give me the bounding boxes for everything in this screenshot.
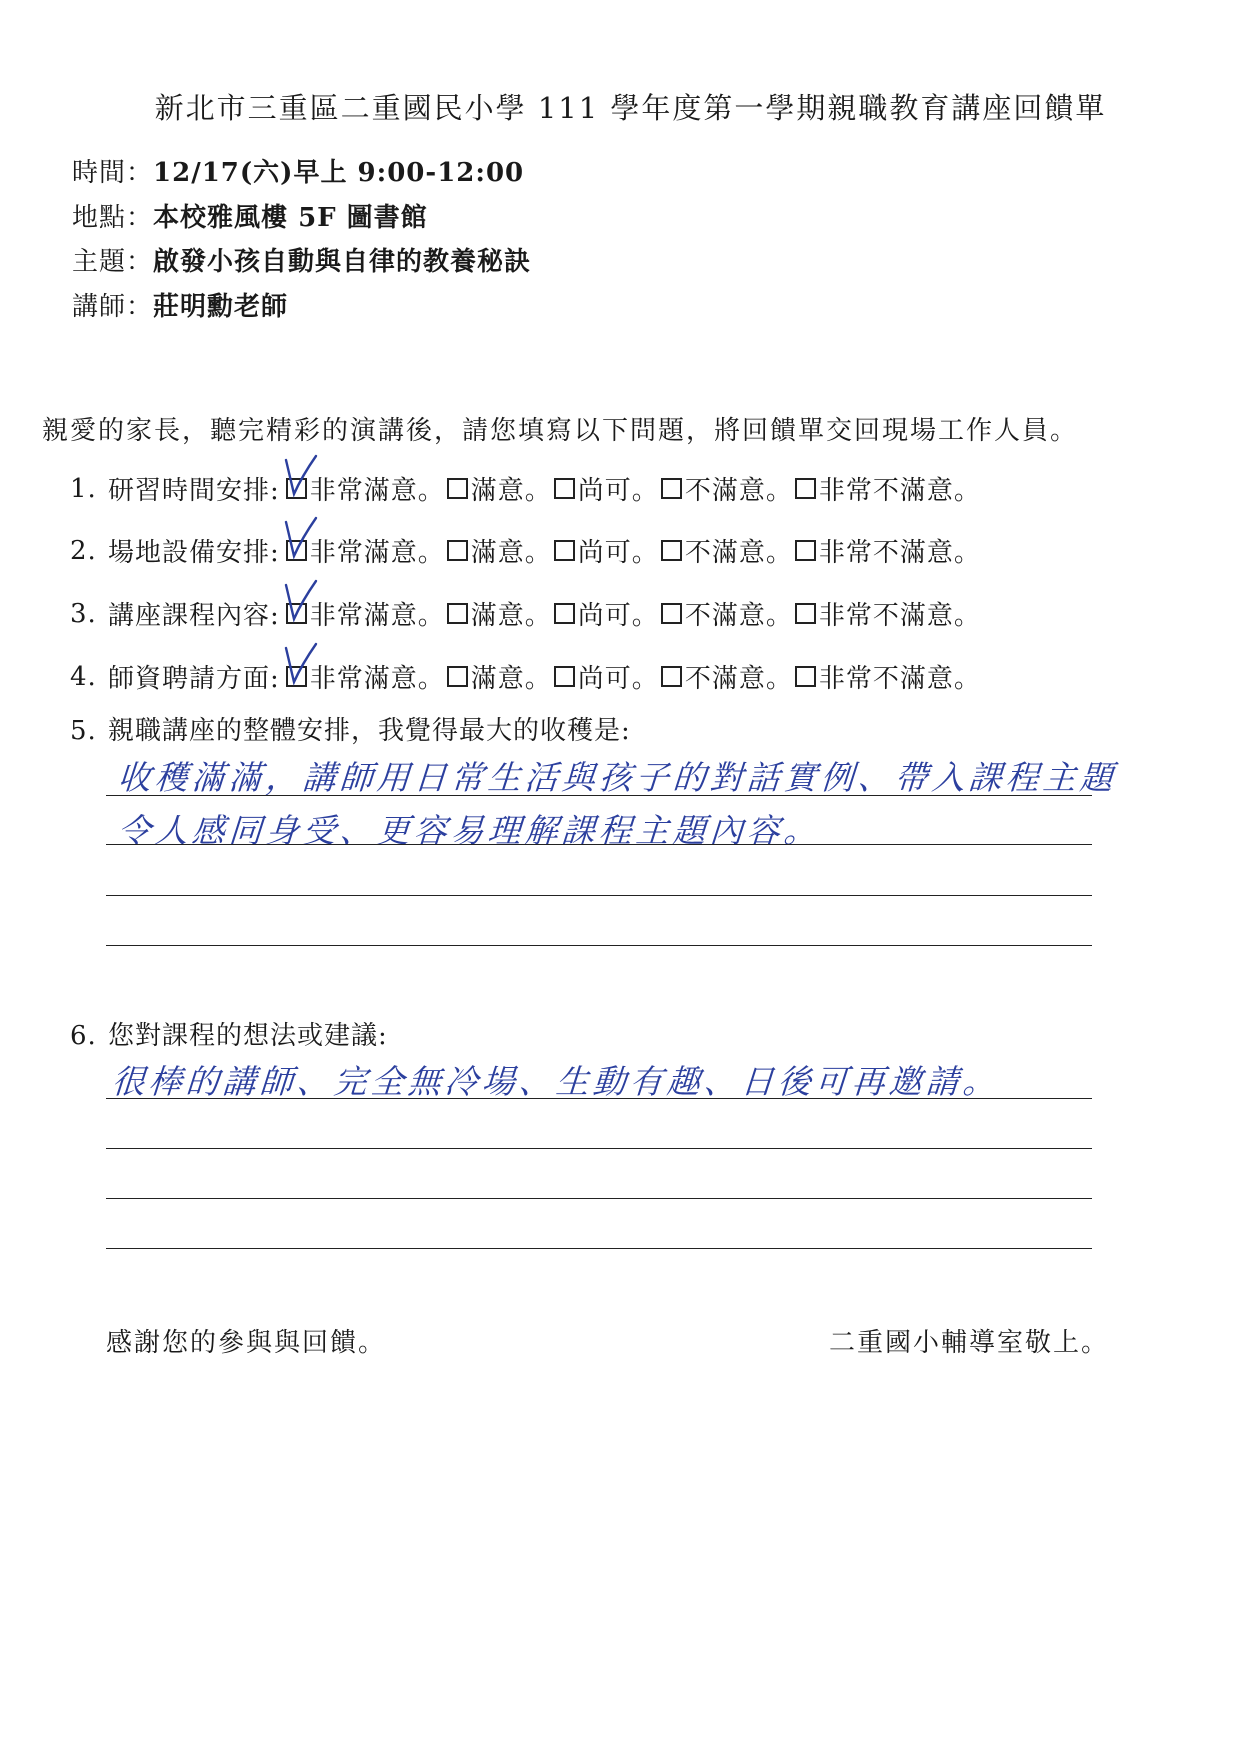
- checkmark-icon: [282, 642, 322, 688]
- meta-place: [72, 197, 428, 234]
- checkmark-icon: [282, 516, 322, 562]
- option-satisfied[interactable]: [447, 658, 552, 695]
- signoff-text: 二重國小輔導室敬上。: [828, 1328, 1109, 1358]
- handwritten-answer-5-line-2: 令人感同身受、更容易理解課程主題內容。: [116, 811, 823, 850]
- checkbox[interactable]: [795, 478, 816, 499]
- option-label: 不滿意。: [684, 476, 793, 506]
- meta-topic-value: 啟發小孩自動與自律的教養秘訣: [153, 247, 532, 277]
- checkbox[interactable]: [661, 666, 682, 687]
- question-number: 4.: [70, 661, 97, 692]
- question-label: 您對課程的想法或建議:: [108, 1021, 388, 1051]
- option-satisfied[interactable]: [447, 532, 552, 569]
- question-number: 5.: [70, 716, 97, 746]
- question-label: 講座課程內容:: [108, 601, 280, 631]
- meta-topic-label: 主題：: [72, 247, 154, 277]
- meta-topic: [72, 241, 531, 278]
- checkbox[interactable]: [286, 478, 307, 499]
- meta-time: [72, 152, 524, 189]
- checkbox[interactable]: [661, 603, 682, 624]
- intro-text: 親愛的家長，聽完精彩的演講後，請您填寫以下問題，將回饋單交回現場工作人員。: [42, 416, 1079, 446]
- option-label: 尚可。: [577, 538, 659, 568]
- option-label: 尚可。: [577, 664, 659, 694]
- option-label: 非常不滿意。: [818, 601, 981, 631]
- option-neutral[interactable]: [554, 532, 659, 569]
- option-neutral[interactable]: [554, 595, 659, 632]
- answer-line: [106, 1148, 1092, 1149]
- checkbox[interactable]: [286, 666, 307, 687]
- option-label: 尚可。: [577, 476, 659, 506]
- option-dissatisfied[interactable]: [661, 658, 793, 695]
- option-label: 非常滿意。: [309, 476, 445, 506]
- question-label: 師資聘請方面:: [108, 664, 280, 694]
- checkbox[interactable]: [661, 540, 682, 561]
- checkbox[interactable]: [554, 540, 575, 561]
- meta-place-label: 地點：: [72, 203, 154, 233]
- checkbox[interactable]: [661, 478, 682, 499]
- checkbox[interactable]: [554, 603, 575, 624]
- thanks-text: 感謝您的參與與回饋。: [106, 1328, 387, 1358]
- option-very-dissatisfied[interactable]: [795, 470, 981, 507]
- option-label: 滿意。: [470, 538, 552, 568]
- checkbox[interactable]: [286, 540, 307, 561]
- answer-line: [106, 1248, 1092, 1249]
- meta-speaker-value: 莊明勳老師: [153, 292, 289, 322]
- option-very-satisfied[interactable]: [286, 470, 445, 507]
- option-dissatisfied[interactable]: [661, 532, 793, 569]
- question-number: 1.: [70, 473, 97, 504]
- question-4: [70, 658, 983, 695]
- option-label: 非常不滿意。: [818, 538, 981, 568]
- question-number: 2.: [70, 535, 97, 566]
- option-label: 不滿意。: [684, 664, 793, 694]
- checkbox[interactable]: [447, 540, 468, 561]
- meta-place-value: 本校雅風樓 5F 圖書館: [153, 203, 428, 233]
- question-1: [70, 470, 983, 507]
- checkbox[interactable]: [286, 603, 307, 624]
- meta-speaker-label: 講師：: [72, 292, 154, 322]
- answer-line: [106, 895, 1092, 896]
- checkbox[interactable]: [554, 478, 575, 499]
- meta-time-value: 12/17(六)早上 9:00-12:00: [153, 158, 525, 188]
- form-title: 新北市三重區二重國民小學 111 學年度第一學期親職教育講座回饋單: [154, 91, 1107, 125]
- option-label: 滿意。: [470, 601, 552, 631]
- handwritten-answer-5-line-1: 收穫滿滿，講師用日常生活與孩子的對話實例、帶入課程主題: [116, 758, 1119, 797]
- option-very-dissatisfied[interactable]: [795, 658, 981, 695]
- option-satisfied[interactable]: [447, 470, 552, 507]
- question-label: 親職講座的整體安排，我覺得最大的收穫是:: [108, 716, 631, 746]
- option-dissatisfied[interactable]: [661, 470, 793, 507]
- option-label: 不滿意。: [684, 601, 793, 631]
- checkbox[interactable]: [795, 666, 816, 687]
- checkbox[interactable]: [795, 603, 816, 624]
- question-number: 3.: [70, 598, 97, 629]
- option-neutral[interactable]: [554, 470, 659, 507]
- checkbox[interactable]: [447, 603, 468, 624]
- option-label: 非常滿意。: [309, 601, 445, 631]
- answer-line: [106, 844, 1092, 845]
- option-very-satisfied[interactable]: [286, 658, 445, 695]
- checkmark-icon: [282, 579, 322, 625]
- meta-time-label: 時間：: [72, 158, 154, 188]
- option-label: 滿意。: [470, 664, 552, 694]
- option-label: 非常不滿意。: [818, 664, 981, 694]
- checkbox[interactable]: [447, 478, 468, 499]
- checkbox[interactable]: [447, 666, 468, 687]
- answer-line: [106, 1098, 1092, 1099]
- option-very-dissatisfied[interactable]: [795, 595, 981, 632]
- question-3: [70, 595, 983, 632]
- answer-line: [106, 795, 1092, 796]
- option-label: 非常滿意。: [309, 664, 445, 694]
- checkmark-icon: [282, 454, 322, 500]
- answer-line: [106, 1198, 1092, 1199]
- option-label: 不滿意。: [684, 538, 793, 568]
- checkbox[interactable]: [554, 666, 575, 687]
- question-label: 場地設備安排:: [108, 538, 280, 568]
- option-very-dissatisfied[interactable]: [795, 532, 981, 569]
- answer-line: [106, 945, 1092, 946]
- checkbox[interactable]: [795, 540, 816, 561]
- option-very-satisfied[interactable]: [286, 532, 445, 569]
- option-dissatisfied[interactable]: [661, 595, 793, 632]
- question-6: [70, 1015, 388, 1052]
- option-label: 非常不滿意。: [818, 476, 981, 506]
- question-5: [70, 710, 631, 747]
- question-number: 6.: [70, 1021, 97, 1051]
- handwritten-answer-6-line-1: 很棒的講師、完全無冷場、生動有趣、日後可再邀請。: [110, 1062, 1002, 1101]
- question-2: [70, 532, 983, 569]
- meta-speaker: [72, 286, 288, 323]
- option-very-satisfied[interactable]: [286, 595, 445, 632]
- option-label: 尚可。: [577, 601, 659, 631]
- option-satisfied[interactable]: [447, 595, 552, 632]
- option-label: 滿意。: [470, 476, 552, 506]
- question-label: 研習時間安排:: [108, 476, 280, 506]
- option-label: 非常滿意。: [309, 538, 445, 568]
- option-neutral[interactable]: [554, 658, 659, 695]
